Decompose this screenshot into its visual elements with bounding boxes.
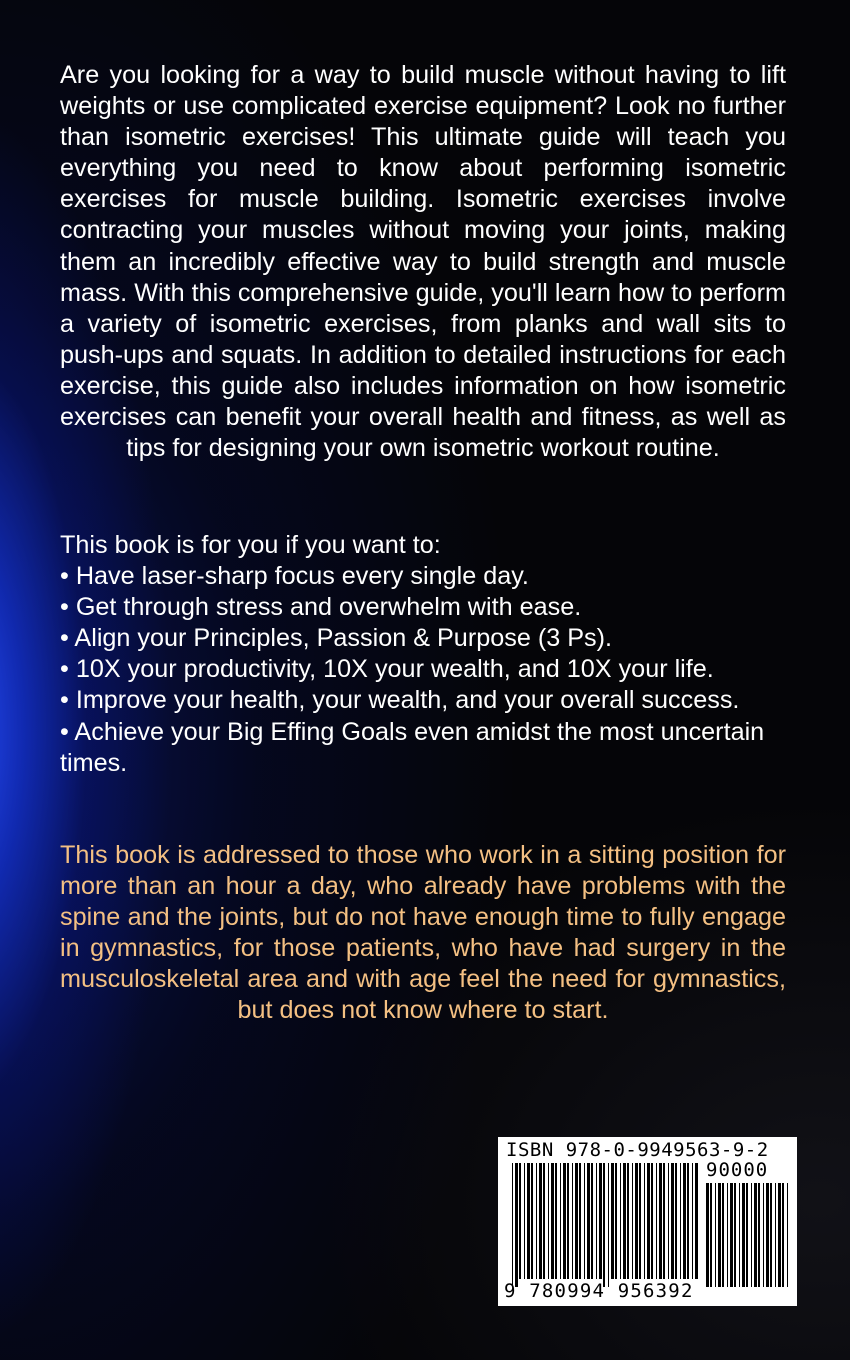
isbn-barcode (498, 1137, 797, 1306)
benefit-list (60, 561, 786, 779)
benefit-item: • Achieve your Big Effing Goals even amidst the most uncertain times. (60, 717, 765, 777)
benefit-item: • Improve your health, your wealth, and your overall success. (60, 686, 740, 715)
benefit-item: • Get through stress and overwhelm with ease. (60, 593, 582, 622)
intro-paragraph: Are you looking for a way to build muscle without having to lift weights or use complicated exercise equipment? Look no further than isometric exercises! This ultimate guide will teach you everything you need to know about performing isometric exercises for muscle building. Isometric exercises involve contracting your muscles without moving your joints, making them an incredibly effective way to build strength and muscle mass. With this comprehensive guide, you'll learn how to perform a variety of isometric exercises, from planks and wall sits to push-ups and squats. In addition to detailed instructions for each exercise, this guide also includes information on how isometric exercises can benefit your overall health and fitness, as well as tips for designing your own isometric workout routine. (60, 61, 786, 463)
barcode-bars-icon (512, 1163, 700, 1287)
price-code: 90000 (706, 1159, 769, 1181)
ean-number: 9 780994 956392 (504, 1280, 694, 1302)
isbn-label: ISBN 978-0-9949563-9-2 (506, 1139, 769, 1161)
benefit-item: • 10X your productivity, 10X your wealth, and 10X your life. (60, 655, 714, 684)
target-readers-paragraph: This book is addressed to those who work in a sitting position for more than an hour a day, who already have problems with the spine and the joints, but do not have enough time to fully engage in gymnastics, for those patients, who have had surgery in the musculoskeletal area and with age feel the need for gymnastics, but does not know where to start. (60, 841, 786, 1025)
benefit-item: • Align your Principles, Passion & Purpose (3 Ps). (60, 624, 612, 653)
benefit-item: • Have laser-sharp focus every single day. (60, 562, 529, 591)
audience-lead: This book is for you if you want to: (60, 531, 441, 559)
audience-section (60, 530, 786, 779)
addon-barcode-bars-icon (706, 1183, 790, 1295)
